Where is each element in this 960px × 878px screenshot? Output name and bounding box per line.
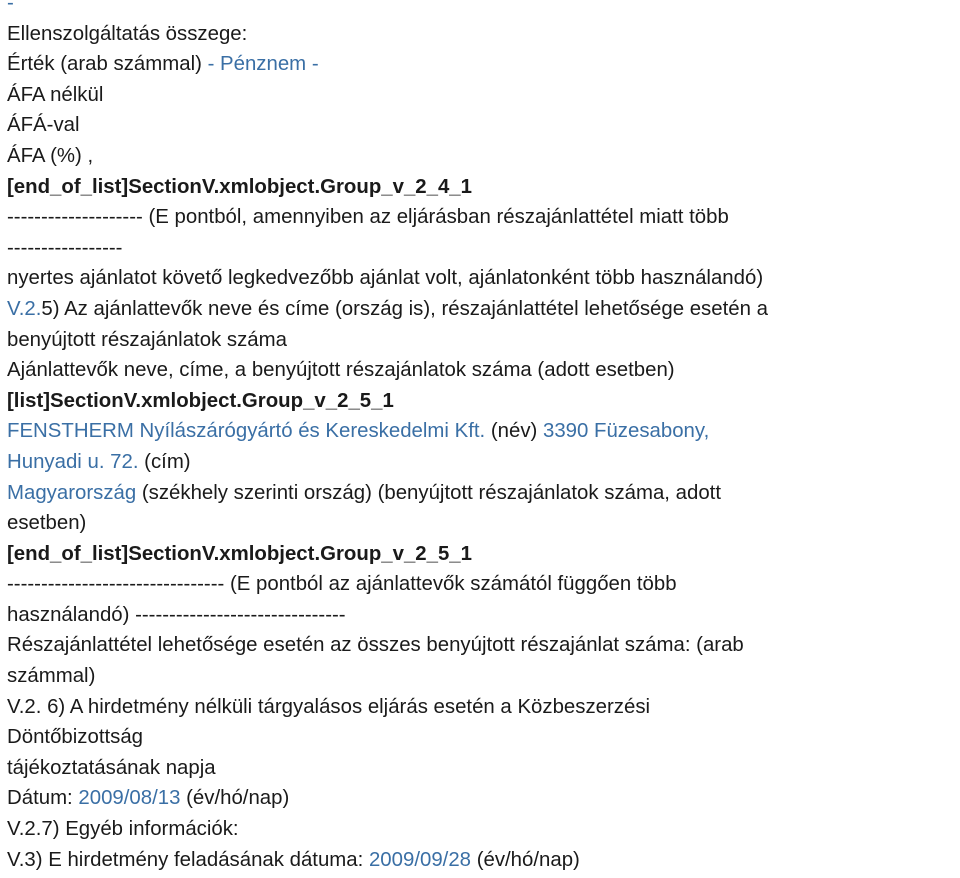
text-line: Döntőbizottság <box>7 726 144 749</box>
name-label: (név) <box>485 420 543 443</box>
text-line: ÁFA (%) , <box>7 144 94 167</box>
address-label: (cím) <box>138 450 191 473</box>
text-line: használandó) ------------------------------- <box>7 603 346 626</box>
company-street: Hunyadi u. 72. <box>7 450 139 473</box>
text-line: -------------------- (E pontból, amennyiben az eljárásban részajánlattétel miatt több <box>7 206 729 229</box>
section-heading: 5) Az ajánlattevők neve és címe (ország is), részajánlattétel lehetősége esetén a <box>41 297 768 320</box>
section-marker: [list]SectionV.xmlobject.Group_v_2_5_1 <box>7 389 394 412</box>
text-line: Ajánlattevők neve, címe, a benyújtott részajánlatok száma (adott esetben) <box>7 359 675 382</box>
company-address: 3390 Füzesabony, <box>542 420 710 443</box>
dispatch-date-value: 2009/09/28 <box>368 848 472 871</box>
text-line <box>7 0 960 19</box>
section-marker: [end_of_list]SectionV.xmlobject.Group_v_2_4_1 <box>7 175 472 198</box>
dash-marker: - <box>7 0 14 14</box>
text-line <box>7 49 960 80</box>
text-line <box>7 845 960 876</box>
date-format: (év/hó/nap) <box>180 787 290 810</box>
country-label: (székhely szerinti ország) (benyújtott részajánlatok száma, adott <box>136 481 721 504</box>
text-line: benyújtott részajánlatok száma <box>7 328 287 351</box>
text-line: V.2.7) Egyéb információk: <box>7 818 239 841</box>
company-country: Magyarország <box>7 481 137 504</box>
text-line <box>7 478 960 509</box>
text-line: esetben) <box>7 512 87 535</box>
text-line: ÁFA nélkül <box>7 83 104 106</box>
currency-label: - Pénznem - <box>207 53 319 76</box>
text-line: tájékoztatásának napja <box>7 756 216 779</box>
text-line: Ellenszolgáltatás összege: <box>7 22 248 45</box>
section-number: V.2. <box>7 297 42 320</box>
text-line <box>7 783 960 814</box>
date-label: Dátum: <box>7 787 79 810</box>
text-line: V.2. 6) A hirdetmény nélküli tárgyalásos eljárás esetén a Közbeszerzési <box>7 695 651 718</box>
dispatch-label: V.3) E hirdetmény feladásának dátuma: <box>7 848 369 871</box>
text-line <box>7 447 960 478</box>
text-line: -------------------------------- (E pontból az ajánlattevők számától függően több <box>7 573 677 596</box>
section-marker: [end_of_list]SectionV.xmlobject.Group_v_2_5_1 <box>7 542 472 565</box>
value-label: Érték (arab számmal) <box>7 53 208 76</box>
text-line <box>7 294 960 325</box>
company-name: FENSTHERM Nyílászárógyártó és Kereskedelmi Kft. <box>7 420 486 443</box>
text-line: nyertes ajánlatot követő legkedvezőbb ajánlat volt, ajánlatonként több használandó) <box>7 267 764 290</box>
text-line: ÁFÁ-val <box>7 114 80 137</box>
date-value: 2009/08/13 <box>78 787 181 810</box>
text-line: ----------------- <box>7 236 123 259</box>
text-line: számmal) <box>7 665 96 688</box>
dispatch-date-format: (év/hó/nap) <box>471 848 580 871</box>
text-line <box>7 416 960 447</box>
text-line: Részajánlattétel lehetősége esetén az összes benyújtott részajánlat száma: (arab <box>7 634 744 657</box>
